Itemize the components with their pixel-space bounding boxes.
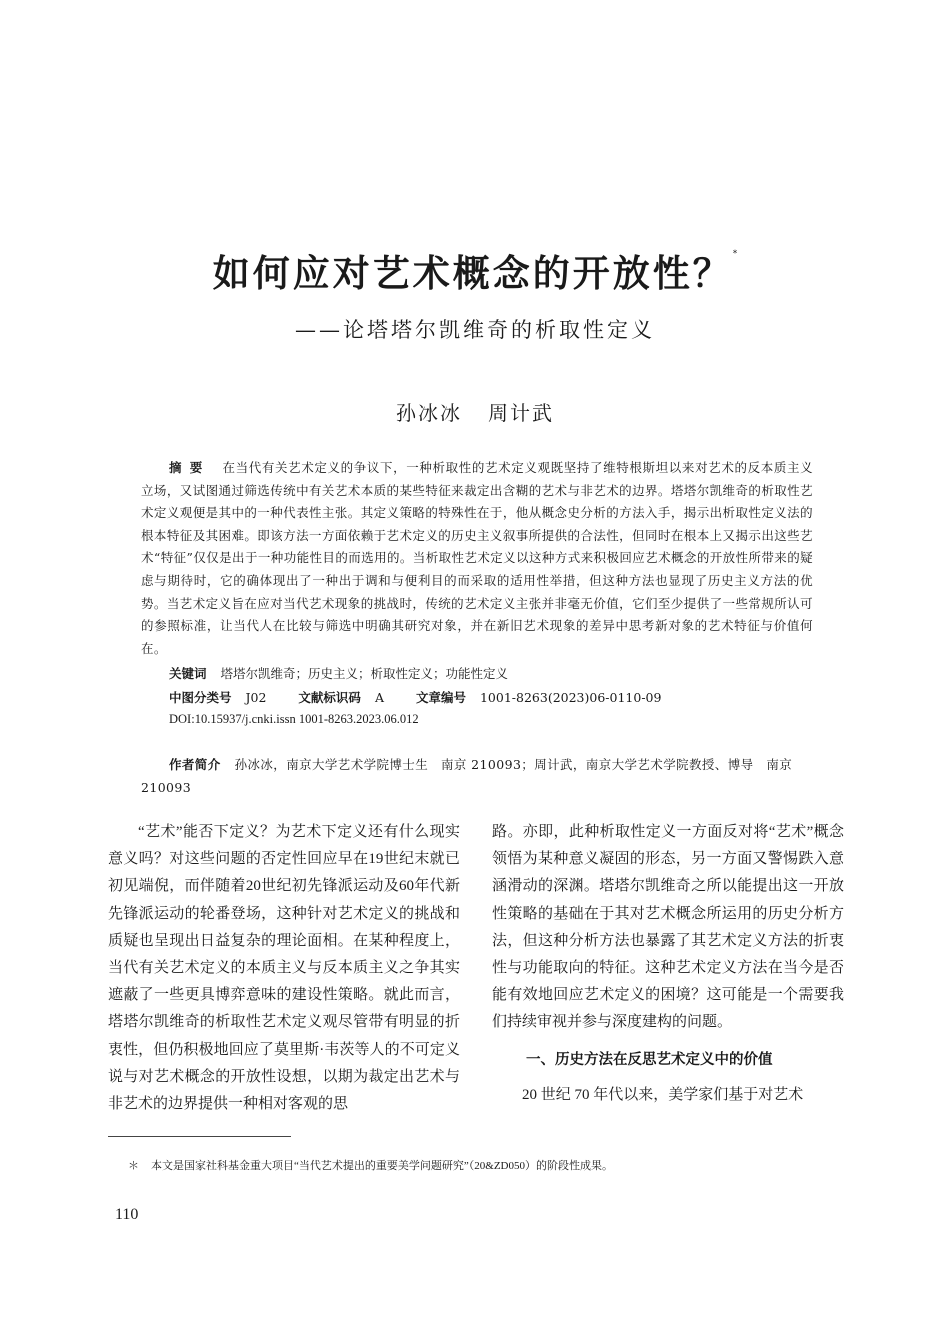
doc-code-value: A bbox=[374, 690, 384, 705]
title-text: 如何应对艺术概念的开放性？ bbox=[212, 252, 733, 295]
author-bio-label: 作者简介 bbox=[169, 757, 221, 772]
clc-label: 中图分类号 bbox=[169, 690, 232, 705]
author-name: 孙冰冰 bbox=[396, 401, 462, 425]
body-paragraph: “艺术”能否下定义？为艺术下定义还有什么现实意义吗？对这些问题的否定性回应早在19世纪末就已初见端倪，而伴随着20世纪初先锋派运动及60年代新先锋派运动的轮番登场，这种针对艺术定义的挑战和质疑也呈现出日益复杂的理论面相。在某种程度上，当代有关艺术定义的本质主义与反本质主义之争其实遮蔽了一些更具博弈意味的建设性策略。就此而言，塔塔尔凯维奇的析取性艺术定义观尽管带有明显的折衷性，但仍积极地回应了莫里斯·韦茨等人的不可定义说与对艺术概念的开放性设想，以期为裁定出艺术与非艺术的边界提供一种相对客观的思 bbox=[108, 824, 460, 1113]
footnote-text: 本文是国家社科基金重大项目“当代艺术提出的重要美学问题研究”（20&ZD050）的阶段性成果。 bbox=[151, 1160, 613, 1172]
abstract-text: 在当代有关艺术定义的争议下，一种析取性的艺术定义观既坚持了维特根斯坦以来对艺术的反本质主义立场，又试图通过筛选传统中有关艺术本质的某些特征来裁定出含糊的艺术与非艺术的边界。塔塔尔凯维奇的析取性艺术定义观便是其中的一种代表性主张。其定义策略的特殊性在于，他从概念史分析的方法入手，揭示出析取性定义法的根本特征及其困难。即该方法一方面依赖于艺术定义的历史主义叙事所提供的合法性，但同时在根本上又揭示出这些艺术“特征”仅仅是出于一种功能性目的而选用的。当析取性艺术定义以这种方式来积极回应艺术概念的开放性所带来的疑虑与期待时，它的确体现出了一种出于调和与便利目的而采取的适用性举措，但这种方法也显现了历史主义方法的优势。当艺术定义旨在应对当代艺术现象的挑战时，传统的艺术定义主张并非毫无价值，它们至少提供了一些常规所认可的参照标准，让当代人在比较与筛选中明确其研究对象，并在新旧艺术现象的差异中思考新对象的艺术特征与价值何在。 bbox=[141, 460, 813, 656]
author-bio-text: 孙冰冰，南京大学艺术学院博士生 南京 210093；周计武，南京大学艺术学院教授、博导 南京 210093 bbox=[141, 757, 793, 795]
body-column-left bbox=[108, 819, 460, 1118]
abstract bbox=[141, 457, 813, 660]
footnote-divider bbox=[108, 1136, 291, 1137]
clc-value: J02 bbox=[245, 690, 267, 705]
keywords-label: 关键词 bbox=[169, 666, 207, 681]
article-number-label: 文章编号 bbox=[415, 690, 466, 705]
classification-line bbox=[169, 688, 661, 706]
author-list bbox=[0, 397, 950, 426]
section-heading: 一、历史方法在反思艺术定义中的价值 bbox=[526, 1051, 773, 1068]
page-number: 110 bbox=[115, 1206, 139, 1223]
doi[interactable]: DOI:10.15937/j.cnki.issn 1001-8263.2023.06.012 bbox=[169, 712, 419, 726]
keywords bbox=[169, 664, 508, 682]
author-bio bbox=[141, 753, 813, 799]
body-paragraph: 20 世纪 70 年代以来，美学家们基于对艺术 bbox=[522, 1086, 804, 1103]
title-footnote-mark[interactable]: * bbox=[732, 249, 738, 259]
keywords-text: 塔塔尔凯维奇；历史主义；析取性定义；功能性定义 bbox=[220, 666, 509, 681]
footnote-mark: ＊ bbox=[128, 1160, 139, 1172]
author-name: 周计武 bbox=[488, 401, 554, 425]
footnote bbox=[128, 1157, 613, 1173]
article-subtitle: ——论塔塔尔凯维奇的析取性定义 bbox=[295, 318, 655, 342]
body-paragraph: 路。亦即，此种析取性定义一方面反对将“艺术”概念领悟为某种意义凝固的形态，另一方面又警惕跌入意涵滑动的深渊。塔塔尔凯维奇之所以能提出这一开放性策略的基础在于其对艺术概念所运用的历史分析方法，但这种分析方法也暴露了其艺术定义方法的折衷性与功能取向的特征。这种艺术定义方法在当今是否能有效地回应艺术定义的困境？这可能是一个需要我们持续审视并参与深度建构的问题。 bbox=[492, 824, 844, 1031]
article-title bbox=[0, 243, 950, 297]
article-number-value: 1001-8263(2023)06-0110-09 bbox=[479, 690, 662, 705]
doc-code-label: 文献标识码 bbox=[298, 690, 361, 705]
body-column-right bbox=[492, 819, 844, 1109]
abstract-label: 摘要 bbox=[169, 460, 211, 475]
